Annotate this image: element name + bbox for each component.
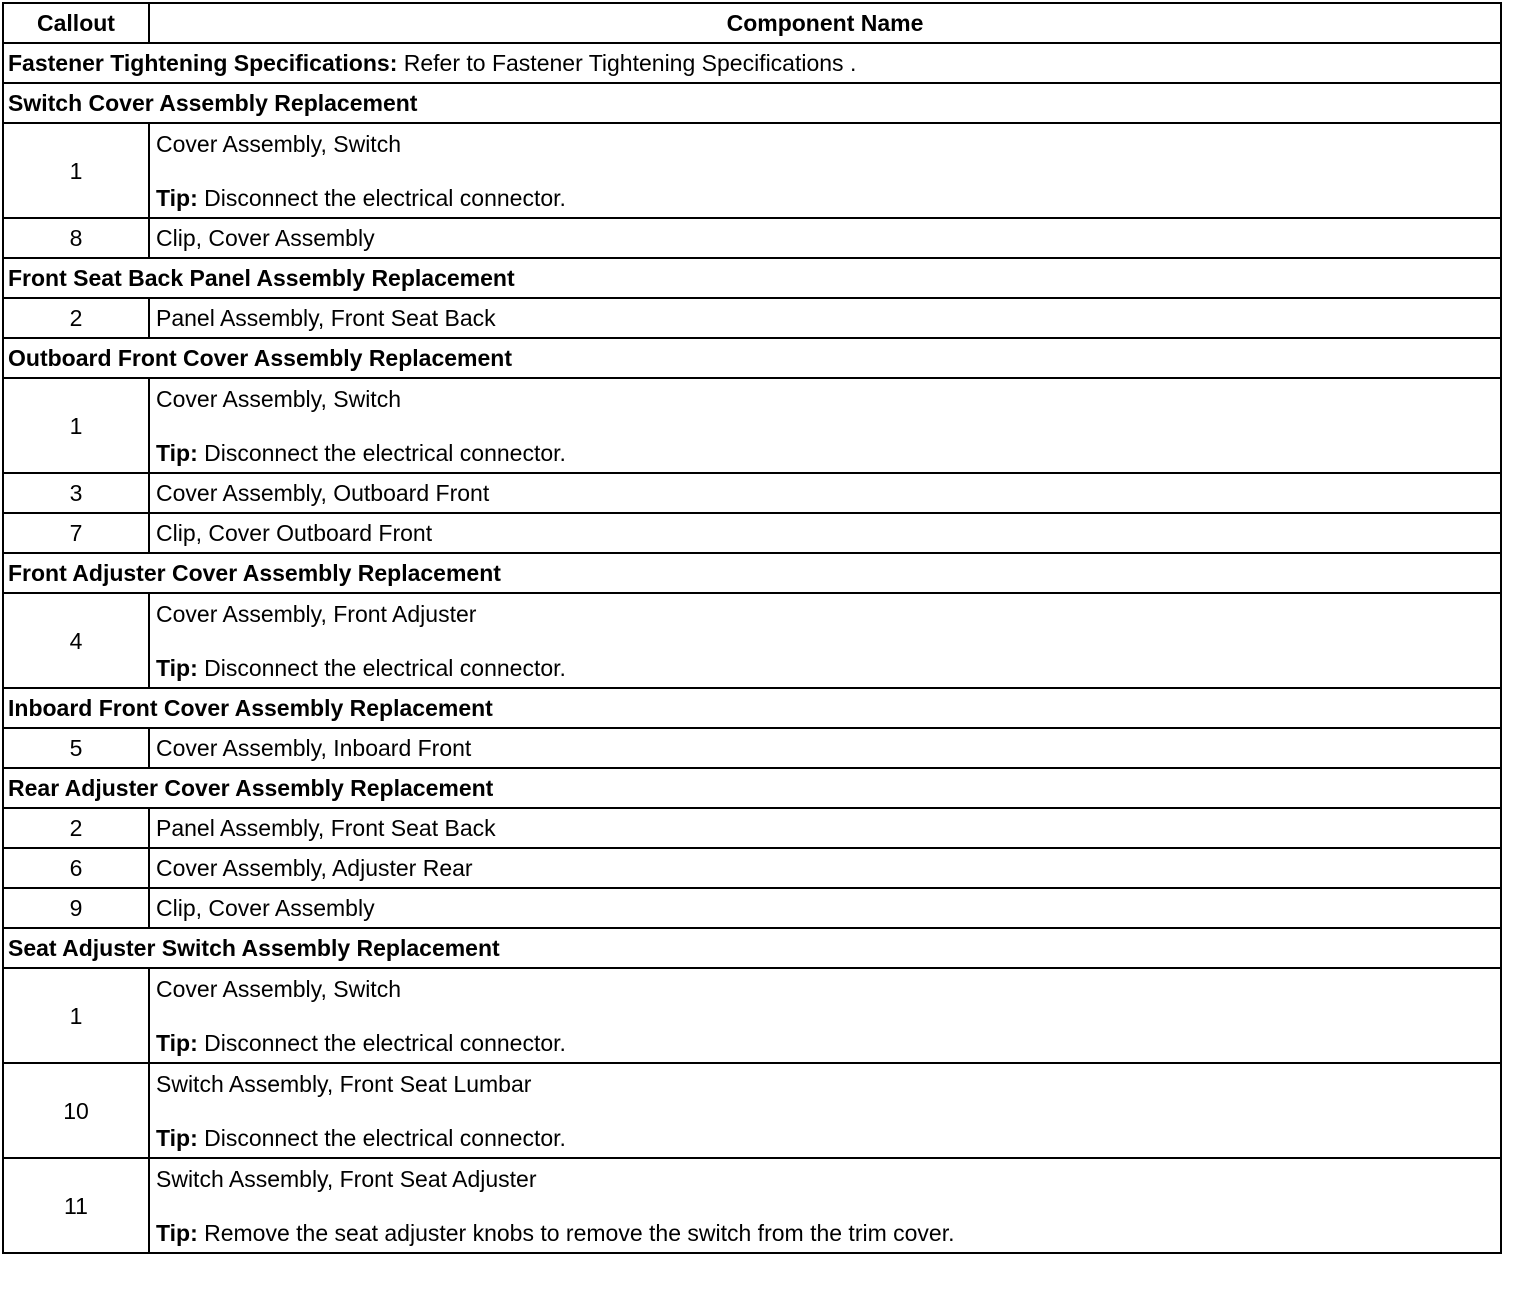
tip-text: Disconnect the electrical connector. [204,654,566,681]
tip-label: Tip: [156,1219,198,1246]
section-title: Seat Adjuster Switch Assembly Replacement [3,928,1501,968]
table-row [3,123,1501,218]
callout-cell: 2 [3,298,149,338]
table-row [3,808,1501,848]
component-name: Clip, Cover Assembly [156,895,375,921]
component-name: Clip, Cover Outboard Front [156,520,433,546]
component-cell [149,1158,1501,1253]
tip-line [156,654,1494,682]
component-cell [149,593,1501,688]
component-name: Switch Assembly, Front Seat Lumbar [156,1070,532,1097]
component-name: Panel Assembly, Front Seat Back [156,815,496,841]
callout-cell: 4 [3,593,149,688]
callout-cell: 9 [3,888,149,928]
callout-header: Callout [3,3,149,43]
callout-cell: 8 [3,218,149,258]
section-title: Rear Adjuster Cover Assembly Replacement [3,768,1501,808]
tip-label: Tip: [156,184,198,211]
tip-line [156,1124,1494,1152]
component-name: Switch Assembly, Front Seat Adjuster [156,1165,537,1192]
component-cell [149,473,1501,513]
callout-cell: 1 [3,968,149,1063]
table-row [3,513,1501,553]
section-row [3,688,1501,728]
tip-label: Tip: [156,1029,198,1056]
fastener-note-label: Fastener Tightening Specifications: [8,50,398,76]
component-name: Panel Assembly, Front Seat Back [156,305,496,331]
tip-line [156,439,1494,467]
section-title: Switch Cover Assembly Replacement [3,83,1501,123]
section-row [3,258,1501,298]
component-name: Cover Assembly, Switch [156,975,401,1002]
tip-text: Remove the seat adjuster knobs to remove the switch from the trim cover. [204,1219,955,1246]
callout-cell: 1 [3,378,149,473]
callout-cell: 5 [3,728,149,768]
component-header: Component Name [149,3,1501,43]
section-title: Outboard Front Cover Assembly Replacement [3,338,1501,378]
table-row [3,218,1501,258]
table-row [3,378,1501,473]
component-cell [149,378,1501,473]
tip-text: Disconnect the electrical connector. [204,184,566,211]
component-name: Clip, Cover Assembly [156,225,375,251]
section-row [3,553,1501,593]
section-row [3,338,1501,378]
component-cell [149,1063,1501,1158]
callout-cell: 6 [3,848,149,888]
section-title: Inboard Front Cover Assembly Replacement [3,688,1501,728]
tip-text: Disconnect the electrical connector. [204,439,566,466]
section-title: Front Adjuster Cover Assembly Replacement [3,553,1501,593]
tip-text: Disconnect the electrical connector. [204,1029,566,1056]
section-row [3,768,1501,808]
table-row [3,728,1501,768]
component-cell [149,298,1501,338]
component-cell [149,968,1501,1063]
tip-text: Disconnect the electrical connector. [204,1124,566,1151]
component-name: Cover Assembly, Inboard Front [156,735,472,761]
table-row [3,473,1501,513]
section-row [3,928,1501,968]
table-row [3,848,1501,888]
component-name: Cover Assembly, Switch [156,385,401,412]
section-title: Front Seat Back Panel Assembly Replacement [3,258,1501,298]
tip-label: Tip: [156,439,198,466]
fastener-note [3,43,1501,83]
component-cell [149,808,1501,848]
component-cell [149,728,1501,768]
component-cell [149,218,1501,258]
table-row [3,1063,1501,1158]
component-table [2,2,1502,1254]
component-name: Cover Assembly, Outboard Front [156,480,490,506]
tip-label: Tip: [156,1124,198,1151]
table-row [3,888,1501,928]
header-row [3,3,1501,43]
component-name: Cover Assembly, Front Adjuster [156,600,477,627]
callout-cell: 11 [3,1158,149,1253]
component-name: Cover Assembly, Switch [156,130,401,157]
callout-cell: 3 [3,473,149,513]
component-cell [149,513,1501,553]
callout-cell: 10 [3,1063,149,1158]
fastener-note-text: Refer to Fastener Tightening Specifications . [397,50,857,76]
callout-cell: 1 [3,123,149,218]
component-cell [149,888,1501,928]
tip-line [156,1219,1494,1247]
callout-cell: 2 [3,808,149,848]
tip-line [156,184,1494,212]
table-row [3,298,1501,338]
fastener-note-row [3,43,1501,83]
component-cell [149,848,1501,888]
tip-label: Tip: [156,654,198,681]
tip-line [156,1029,1494,1057]
component-cell [149,123,1501,218]
section-row [3,83,1501,123]
table-row [3,968,1501,1063]
component-name: Cover Assembly, Adjuster Rear [156,855,473,881]
table-row [3,593,1501,688]
callout-cell: 7 [3,513,149,553]
table-row [3,1158,1501,1253]
